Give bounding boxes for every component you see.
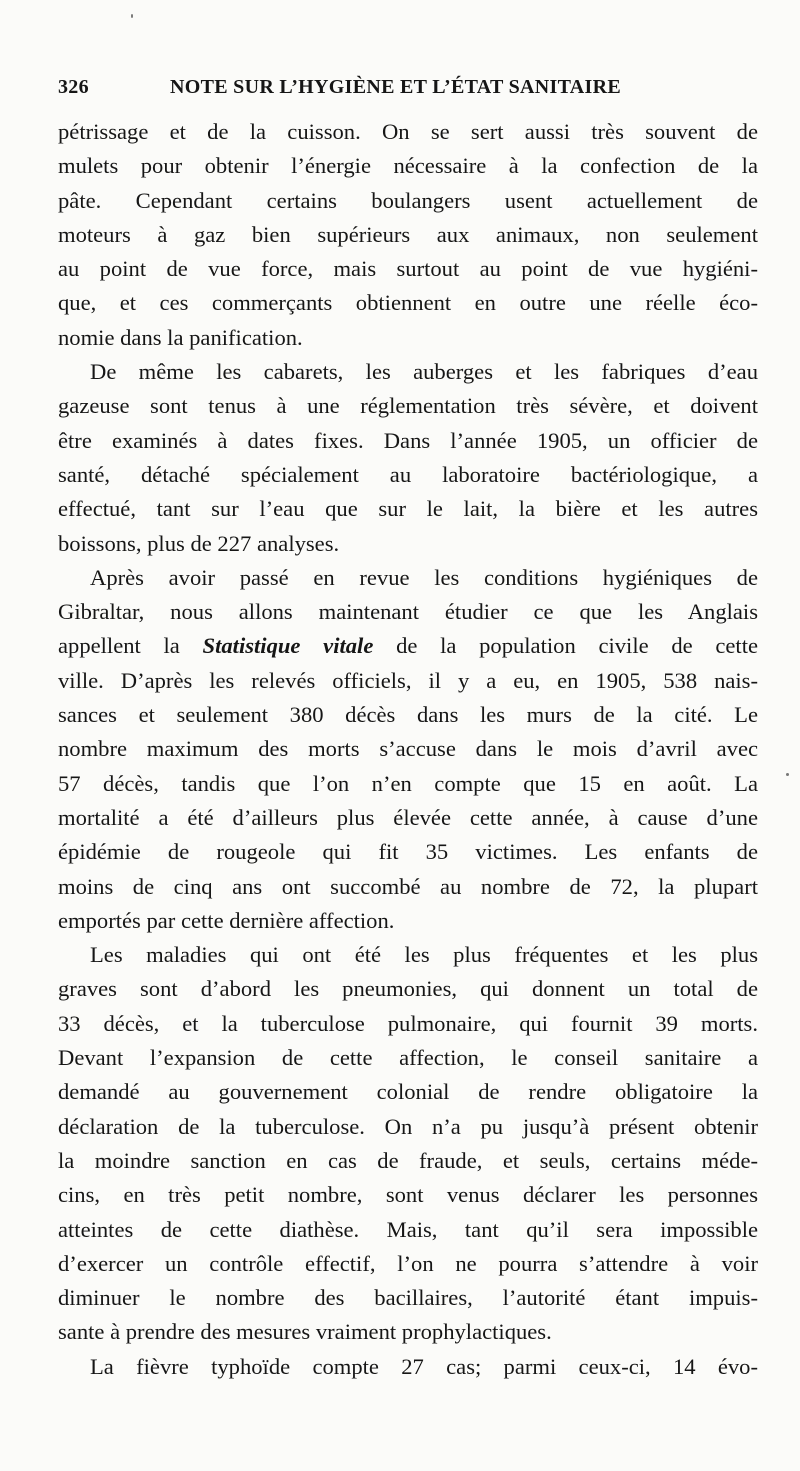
paper-speck bbox=[786, 773, 789, 776]
text-line: déclaration de la tuberculose. On n’a pu jusqu’à présent obtenir bbox=[58, 1113, 758, 1139]
text-line: 57 décès, tandis que l’on n’en compte que 15 en août. La bbox=[58, 770, 758, 796]
text-line: demandé au gouvernement colonial de rendre obligatoire la bbox=[58, 1079, 758, 1105]
text-line: nombre maximum des morts s’accuse dans le mois d’avril avec bbox=[58, 736, 758, 762]
text-line: Les maladies qui ont été les plus fréquentes et les plus bbox=[90, 942, 758, 968]
text-line bbox=[58, 629, 758, 663]
text-line: être examinés à dates fixes. Dans l’année 1905, un officier de bbox=[58, 427, 758, 453]
text-line: boissons, plus de 227 analyses. bbox=[58, 530, 340, 556]
text-line: graves sont d’abord les pneumonies, qui donnent un total de bbox=[58, 976, 758, 1002]
text-line: Gibraltar, nous allons maintenant étudier ce que les Anglais bbox=[58, 599, 758, 625]
text-line: d’exercer un contrôle effectif, l’on ne pourra s’attendre à voir bbox=[58, 1250, 758, 1276]
text-line: au point de vue force, mais surtout au point de vue hygiéni- bbox=[58, 256, 758, 282]
text-line: que, et ces commerçants obtiennent en outre une réelle éco- bbox=[58, 290, 758, 316]
text-line: pétrissage et de la cuisson. On se sert aussi très souvent de bbox=[58, 119, 758, 144]
text-fragment: appellent la bbox=[58, 633, 180, 659]
text-line: De même les cabarets, les auberges et les fabriques d’eau bbox=[90, 359, 758, 385]
text-line: la moindre sanction en cas de fraude, et seuls, certains méde- bbox=[58, 1147, 758, 1173]
text-line: moteurs à gaz bien supérieurs aux animaux, non seulement bbox=[58, 221, 758, 247]
text-line: santé, détaché spécialement au laboratoire bactériologique, a bbox=[58, 461, 758, 487]
text-line: effectué, tant sur l’eau que sur le lait, la bière et les autres bbox=[58, 496, 758, 522]
text-line: Après avoir passé en revue les conditions hygiéniques de bbox=[90, 564, 758, 590]
text-line: atteintes de cette diathèse. Mais, tant qu’il sera impossible bbox=[58, 1216, 758, 1242]
text-line: ville. D’après les relevés officiels, il y a eu, en 1905, 538 nais- bbox=[58, 667, 758, 693]
text-line: sante à prendre des mesures vraiment prophylactiques. bbox=[58, 1319, 552, 1345]
text-line: mortalité a été d’ailleurs plus élevée cette année, à cause d’une bbox=[58, 804, 758, 830]
text-fragment: de la population civile de cette bbox=[396, 633, 758, 659]
text-line: gazeuse sont tenus à une réglementation très sévère, et doivent bbox=[58, 393, 758, 419]
text-line: La fièvre typhoïde compte 27 cas; parmi ceux-ci, 14 évo- bbox=[90, 1353, 758, 1379]
text-line: emportés par cette dernière affection. bbox=[58, 907, 395, 933]
running-title: NOTE SUR L’HYGIÈNE ET L’ÉTAT SANITAIRE bbox=[170, 76, 621, 98]
page-number: 326 bbox=[58, 76, 89, 98]
running-head bbox=[58, 76, 758, 106]
text-line: épidémie de rougeole qui fit 35 victimes. Les enfants de bbox=[58, 839, 758, 865]
text-line: cins, en très petit nombre, sont venus déclarer les personnes bbox=[58, 1182, 758, 1208]
text-line: diminuer le nombre des bacillaires, l’autorité étant impuis- bbox=[58, 1285, 758, 1311]
text-line: nomie dans la panification. bbox=[58, 324, 303, 350]
text-line: moins de cinq ans ont succombé au nombre de 72, la plupart bbox=[58, 873, 758, 899]
text-line: sances et seulement 380 décès dans les murs de la cité. Le bbox=[58, 702, 758, 728]
body-text bbox=[58, 115, 758, 1384]
paper-speck bbox=[131, 14, 133, 18]
text-line: pâte. Cependant certains boulangers usent actuellement de bbox=[58, 187, 758, 213]
text-line: Devant l’expansion de cette affection, le conseil sanitaire a bbox=[58, 1045, 758, 1071]
emphasized-term: Statistique vitale bbox=[202, 633, 374, 659]
text-line: mulets pour obtenir l’énergie nécessaire à la confection de la bbox=[58, 153, 758, 179]
text-line: 33 décès, et la tuberculose pulmonaire, qui fournit 39 morts. bbox=[58, 1010, 758, 1036]
